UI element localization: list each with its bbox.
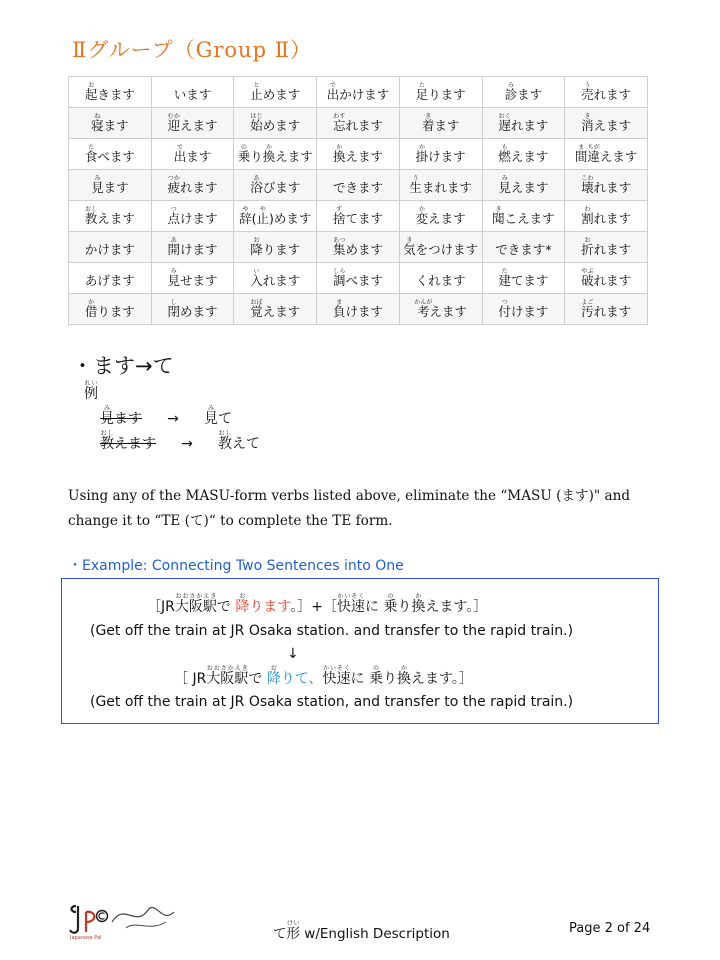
verb-cell: 遅おくれます [482, 108, 565, 139]
verb-cell: 点つけます [151, 201, 234, 232]
verb-cell: 汚よごれます [565, 294, 648, 325]
table-row [69, 294, 648, 325]
verb-cell: 見みせます [151, 263, 234, 294]
verb-cell: 考かんがえます [399, 294, 482, 325]
verb-cell: 割われます [565, 201, 648, 232]
verb-cell: 変かえます [399, 201, 482, 232]
verb-cell: 破やぶれます [565, 263, 648, 294]
verb-cell: 入いれます [234, 263, 317, 294]
verb-cell: 着きます [399, 108, 482, 139]
verb-cell: います [151, 77, 234, 108]
verb-cell: 教おしえます [69, 201, 152, 232]
sentence-english-after: (Get off the train at JR Osaka station, and transfer to the rapid train.) [90, 694, 574, 710]
example-line: 見みます → 見みて [100, 405, 232, 427]
page-title: Ⅱグループ（Group Ⅱ） [72, 38, 312, 62]
verb-cell: 折おれます [565, 232, 648, 263]
verb-cell: 止とめます [234, 77, 317, 108]
verb-cell: かけます [69, 232, 152, 263]
verb-cell: 起おきます [69, 77, 152, 108]
sentence-japanese-after: ［ JR大阪駅おおさかえきで 降おりて、快速かいそくに 乗のり換かえます。］ [174, 665, 473, 687]
verb-cell: 浴あびます [234, 170, 317, 201]
table-row [69, 170, 648, 201]
verb-cell: 負まけます [317, 294, 400, 325]
sentence-english-before: (Get off the train at JR Osaka station. and transfer to the rapid train.) [90, 623, 574, 639]
example-box [61, 578, 659, 724]
verb-cell: 掛かけます [399, 139, 482, 170]
jp-logo [66, 898, 188, 940]
verb-cell: 換かえます [317, 139, 400, 170]
verb-cell: 借かります [69, 294, 152, 325]
verb-table [68, 76, 648, 325]
verb-cell: 壊こわれます [565, 170, 648, 201]
verb-cell: できます* [482, 232, 565, 263]
svg-text:Japanese Pal: Japanese Pal [70, 935, 102, 940]
verb-cell: 間ま違ちがえます [565, 139, 648, 170]
verb-cell: 足たります [399, 77, 482, 108]
verb-cell: 燃もえます [482, 139, 565, 170]
verb-cell: 売うれます [565, 77, 648, 108]
table-row [69, 201, 648, 232]
verb-cell: 気きをつけます [399, 232, 482, 263]
verb-cell: 疲つかれます [151, 170, 234, 201]
verb-cell: 覚おぼえます [234, 294, 317, 325]
verb-cell: 捨すてます [317, 201, 400, 232]
verb-cell: できます [317, 170, 400, 201]
verb-cell: 建たてます [482, 263, 565, 294]
verb-cell: 出でかけます [317, 77, 400, 108]
verb-cell: 調しらべます [317, 263, 400, 294]
example-heading: ・Example: Connecting Two Sentences into One [68, 558, 404, 574]
verb-cell: 開あけます [151, 232, 234, 263]
verb-cell: 乗のり換かえます [234, 139, 317, 170]
down-arrow-icon: ↓ [287, 646, 299, 662]
verb-cell: 迎むかえます [151, 108, 234, 139]
page-number: Page 2 of 24 [569, 921, 651, 936]
verb-cell: 集あつめます [317, 232, 400, 263]
table-row [69, 139, 648, 170]
instruction-paragraph: Using any of the MASU-form verbs listed above, eliminate the “MASU (ます)" and change it to “TE (て)“ to complete the TE form. [68, 488, 631, 529]
example-line: 教おしえます → 教おしえて [100, 430, 260, 452]
verb-cell: くれます [399, 263, 482, 294]
verb-cell: 消きえます [565, 108, 648, 139]
table-row [69, 263, 648, 294]
sentence-japanese-before: ［JR大阪駅おおさかえきで 降おります。］+［快速かいそくに 乗のり換かえます。］ [147, 593, 488, 615]
verb-cell: 生うまれます [399, 170, 482, 201]
table-row [69, 232, 648, 263]
verb-cell: 付つけます [482, 294, 565, 325]
verb-cell: 見みえます [482, 170, 565, 201]
example-label: 例れい [84, 380, 98, 402]
verb-cell: 忘わすれます [317, 108, 400, 139]
verb-cell: 見みます [69, 170, 152, 201]
verb-cell: 診みます [482, 77, 565, 108]
footer-description: て形けい w/English Description [273, 920, 450, 942]
verb-cell: 食たべます [69, 139, 152, 170]
masu-to-te-heading: ・ます→て [72, 354, 174, 378]
verb-cell: あげます [69, 263, 152, 294]
verb-cell: 始はじめます [234, 108, 317, 139]
verb-cell: 降おります [234, 232, 317, 263]
table-row [69, 77, 648, 108]
verb-cell: 閉しめます [151, 294, 234, 325]
verb-cell: 辞や(止や)めます [234, 201, 317, 232]
verb-cell: 聞きこえます [482, 201, 565, 232]
verb-cell: 出でます [151, 139, 234, 170]
table-row [69, 108, 648, 139]
verb-cell: 寝ねます [69, 108, 152, 139]
